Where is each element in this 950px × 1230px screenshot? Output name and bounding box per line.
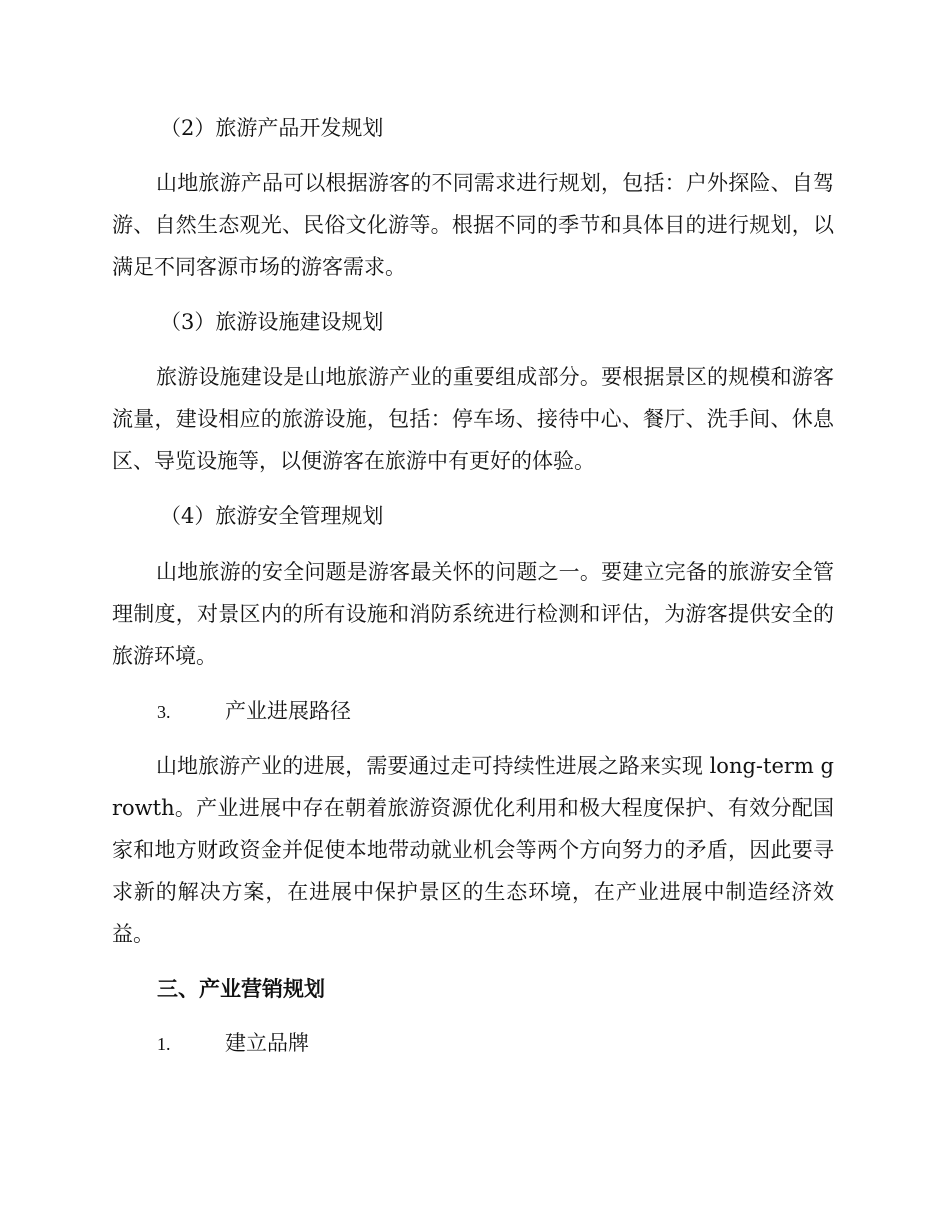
section-heading-marketing — [0, 975, 950, 1003]
paragraph-text: 山地旅游产品可以根据游客的不同需求进行规划，包括：户外探险、自驾游、自然生态观光、民俗文化游等。根据不同的季节和具体目的进行规划，以满足不同客源市场的游客需求。 — [112, 171, 834, 279]
item-number: 3. — [157, 702, 171, 722]
item-title: 建立品牌 — [225, 1031, 309, 1055]
numbered-item-development-path — [0, 697, 950, 726]
paragraph-text: 山地旅游的安全问题是游客最关怀的问题之一。要建立完备的旅游安全管理制度，对景区内的所有设施和消防系统进行检测和评估，为游客提供安全的旅游环境。 — [112, 560, 834, 668]
paragraph-development-path — [0, 745, 834, 955]
paragraph-product-development — [0, 162, 834, 288]
sub-heading-safety-management — [0, 502, 950, 530]
item-number: 1. — [157, 1034, 171, 1054]
sub-heading-text: （3）旅游设施建设规划 — [160, 310, 384, 334]
section-heading-text: 三、产业营销规划 — [157, 976, 325, 1001]
item-title: 产业进展路径 — [225, 699, 351, 723]
sub-heading-text: （2）旅游产品开发规划 — [160, 116, 384, 140]
sub-heading-facility-construction — [0, 308, 950, 336]
paragraph-facility-construction — [0, 356, 834, 482]
paragraph-text: 山地旅游产业的进展，需要通过走可持续性进展之路来实现 long-term growth。产业进展中存在朝着旅游资源优化利用和极大程度保护、有效分配国家和地方财政资金并促使本地带动就业机会等两个方向努力的矛盾，因此要寻求新的解决方案，在进展中保护景区的生态环境，在产业进展中制造经济效益。 — [112, 754, 834, 946]
sub-heading-text: （4）旅游安全管理规划 — [160, 504, 384, 528]
paragraph-text: 旅游设施建设是山地旅游产业的重要组成部分。要根据景区的规模和游客流量，建设相应的旅游设施，包括：停车场、接待中心、餐厅、洗手间、休息区、导览设施等，以便游客在旅游中有更好的体验。 — [112, 365, 834, 473]
sub-heading-product-development — [0, 114, 950, 142]
numbered-item-build-brand — [0, 1029, 950, 1058]
paragraph-safety-management — [0, 551, 834, 677]
